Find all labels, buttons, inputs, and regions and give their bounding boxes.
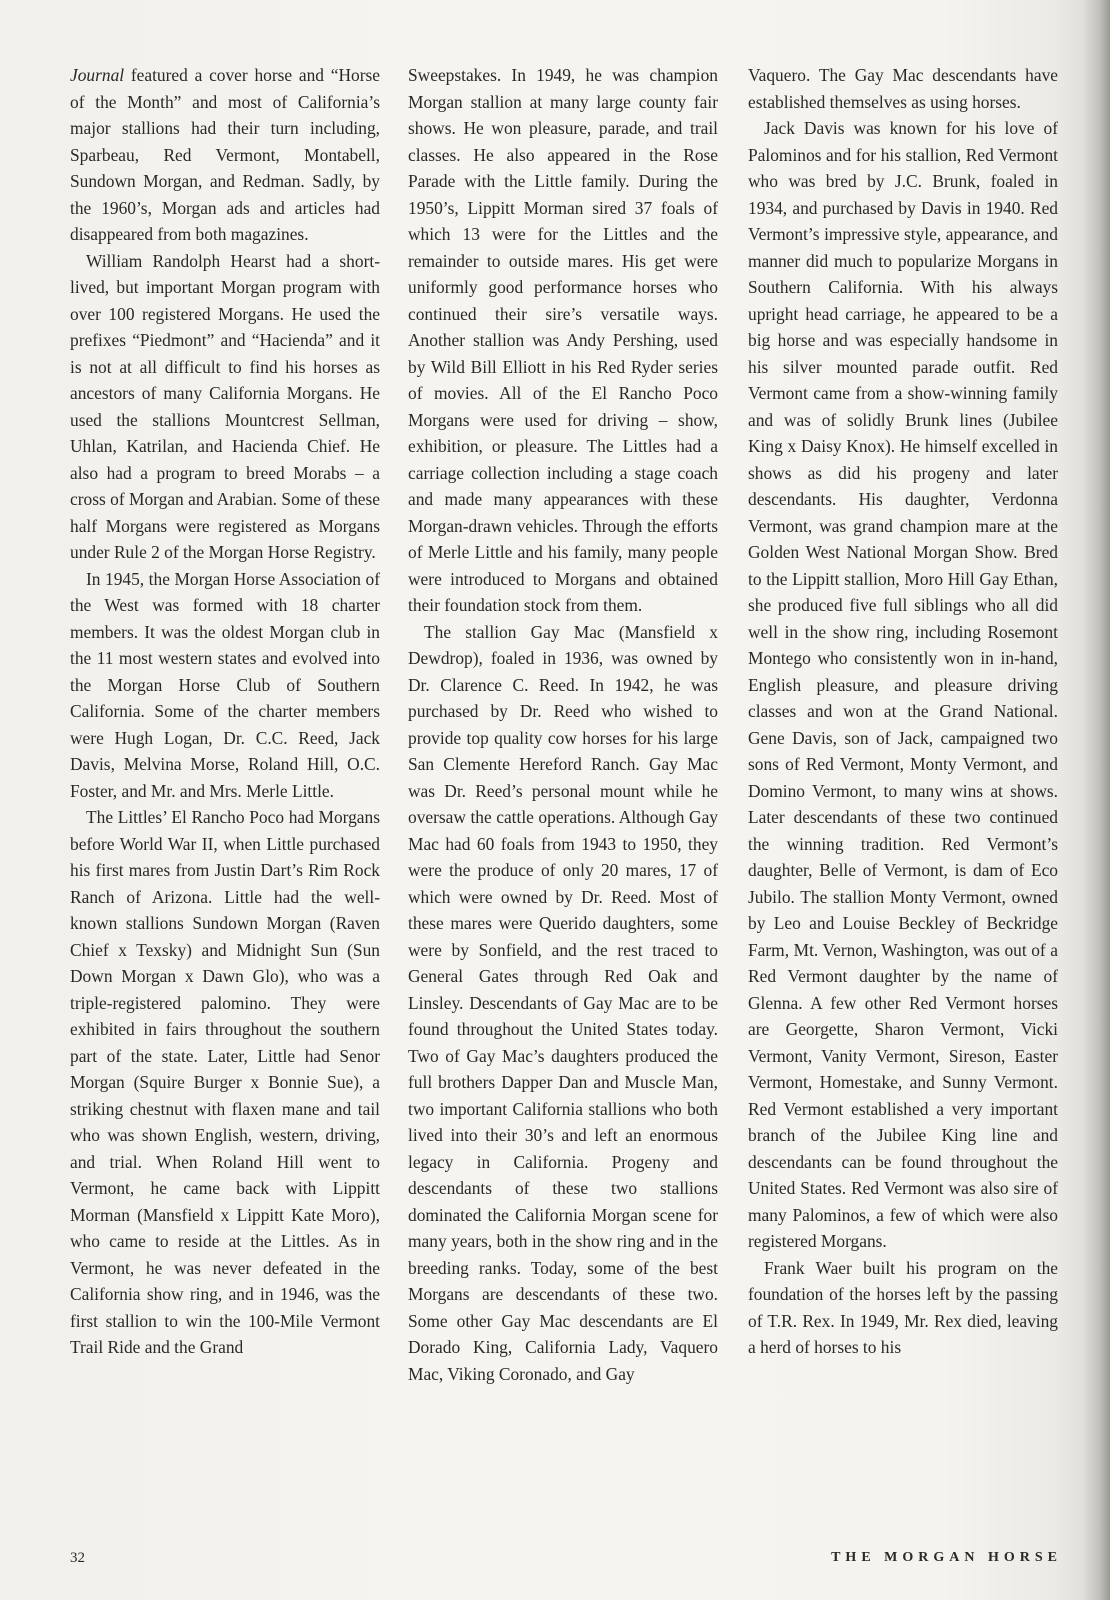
paragraph: The Littles’ El Rancho Poco had Morgans before World War II, when Little purchased his first mares from Justin Dart’s Rim Rock Ranch of Arizona. Little had the well-known stallions Sundown Morgan (Raven Chief x Texsky) and Midnight Sun (Sun Down Morgan x Dawn Glo), who was a triple-registered palomino. They were exhibited in fairs throughout the southern part of the state. Later, Little had Senor Morgan (Squire Burger x Bonnie Sue), a striking chestnut with flaxen mane and tail who was shown English, western, driving, and trial. When Roland Hill went to Vermont, he came back with Lippitt Morman (Mansfield x Lippitt Kate Moro), who came to reside at the Littles. As in Vermont, he was never defeated in the California show ring, and in 1946, was the first stallion to win the 100-Mile Vermont Trail Ride and the Grand — [70, 807, 380, 1357]
text-column-2 — [408, 62, 718, 1387]
italic-publication-name: Journal — [70, 65, 125, 85]
paragraph: Frank Waer built his program on the foundation of the horses left by the passing of T.R. Rex. In 1949, Mr. Rex died, leaving a herd of horses to his — [748, 1257, 1058, 1357]
paragraph: The stallion Gay Mac (Mansfield x Dewdrop), foaled in 1936, was owned by Dr. Clarence C. Reed. In 1942, he was purchased by Dr. Reed who wished to provide top quality cow horses for his large San Clemente Hereford Ranch. Gay Mac was Dr. Reed’s personal mount while he oversaw the cattle operations. Although Gay Mac had 60 foals from 1943 to 1950, they were the produce of only 20 mares, 17 of which were owned by Dr. Reed. Most of these mares were Querido daughters, some were by Sonfield, and the rest traced to General Gates through Red Oak and Linsley. Descendants of Gay Mac are to be found throughout the United States today. Two of Gay Mac’s daughters produced the full brothers Dapper Dan and Muscle Man, two important California stallions who both lived into their 30’s and left an enormous legacy in California. Progeny and descendants of these two stallions dominated the California Morgan scene for many years, both in the show ring and in the breeding ranks. Today, some of the best Morgans are descendants of these two. Some other Gay Mac descendants are El Dorado King, California Lady, Vaquero Mac, Viking Coronado, and Gay — [408, 621, 718, 1384]
paragraph: In 1945, the Morgan Horse Association of the West was formed with 18 charter members. It was the oldest Morgan club in the 11 most western states and evolved into the Morgan Horse Club of Southern California. Some of the charter members were Hugh Logan, Dr. C.C. Reed, Jack Davis, Melvina Morse, Roland Hill, O.C. Foster, and Mr. and Mrs. Merle Little. — [70, 568, 380, 801]
text-column-3 — [748, 62, 1058, 1361]
text-column-1 — [70, 62, 380, 1361]
paragraph: Sweepstakes. In 1949, he was champion Morgan stallion at many large county fair shows. He won pleasure, parade, and trail classes. He also appeared in the Rose Parade with the Little family. During the 1950’s, Lippitt Morman sired 37 foals of which 13 were for the Littles and the remainder to outside mares. His get were uniformly good performance horses who continued their sire’s versatile ways. Another stallion was Andy Pershing, used by Wild Bill Elliott in his Red Ryder series of movies. All of the El Rancho Poco Morgans were used for driving – show, exhibition, or pleasure. The Littles had a carriage collection including a stage coach and made many appearances with these Morgan-drawn vehicles. Through the efforts of Merle Little and his family, many people were introduced to Morgans and obtained their foundation stock from them. — [408, 65, 718, 615]
paragraph: William Randolph Hearst had a short-lived, but important Morgan program with over 100 registered Morgans. He used the prefixes “Piedmont” and “Hacienda” and it is not at all difficult to find his horses as ancestors of many California Morgans. He used the stallions Mountcrest Sellman, Uhlan, Katrilan, and Hacienda Chief. He also had a program to breed Morabs – a cross of Morgan and Arabian. Some of these half Morgans were registered as Morgans under Rule 2 of the Morgan Horse Registry. — [70, 250, 380, 562]
running-footer-title: THE MORGAN HORSE — [831, 1550, 1062, 1565]
paragraph: Jack Davis was known for his love of Palominos and for his stallion, Red Vermont who was bred by J.C. Brunk, foaled in 1934, and purchased by Davis in 1940. Red Vermont’s impressive style, appearance, and manner did much to popularize Morgans in Southern California. With his always upright head carriage, he appeared to be a big horse and was especially handsome in his silver mounted parade outfit. Red Vermont came from a show-winning family and was of solidly Brunk lines (Jubilee King x Daisy Knox). He himself excelled in shows as did his progeny and later descendants. His daughter, Verdonna Vermont, was grand champion mare at the Golden West National Morgan Show. Bred to the Lippitt stallion, Moro Hill Gay Ethan, she produced five full siblings who all did well in the show ring, including Rosemont Montego who consistently won in in-hand, English pleasure, and pleasure driving classes and won at the Grand National. Gene Davis, son of Jack, campaigned two sons of Red Vermont, Monty Vermont, and Domino Vermont, to many wins at shows. Later descendants of these two continued the winning tradition. Red Vermont’s daughter, Belle of Vermont, is dam of Eco Jubilo. The stallion Monty Vermont, owned by Leo and Louise Beckley of Beckridge Farm, Mt. Vernon, Washington, was out of a Red Vermont daughter by the name of Glenna. A few other Red Vermont horses are Georgette, Sharon Vermont, Vicki Vermont, Vanity Vermont, Sireson, Easter Vermont, Homestake, and Sunny Vermont. Red Vermont established a very important branch of the Jubilee King line and descendants can be found throughout the United States. Red Vermont was also sire of many Palominos, a few of which were also registered Morgans. — [748, 118, 1058, 1251]
page-edge-shadow — [1082, 0, 1110, 1600]
page-number: 32 — [70, 1550, 85, 1566]
paragraph: Vaquero. The Gay Mac descendants have established themselves as using horses. — [748, 65, 1058, 112]
paragraph — [70, 62, 380, 248]
paragraph-text: featured a cover horse and “Horse of the Month” and most of California’s major stallions had their turn including, Sparbeau, Red Vermont, Montabell, Sundown Morgan, and Redman. Sadly, by the 1960’s, Morgan ads and articles had disappeared from both magazines. — [70, 65, 380, 244]
